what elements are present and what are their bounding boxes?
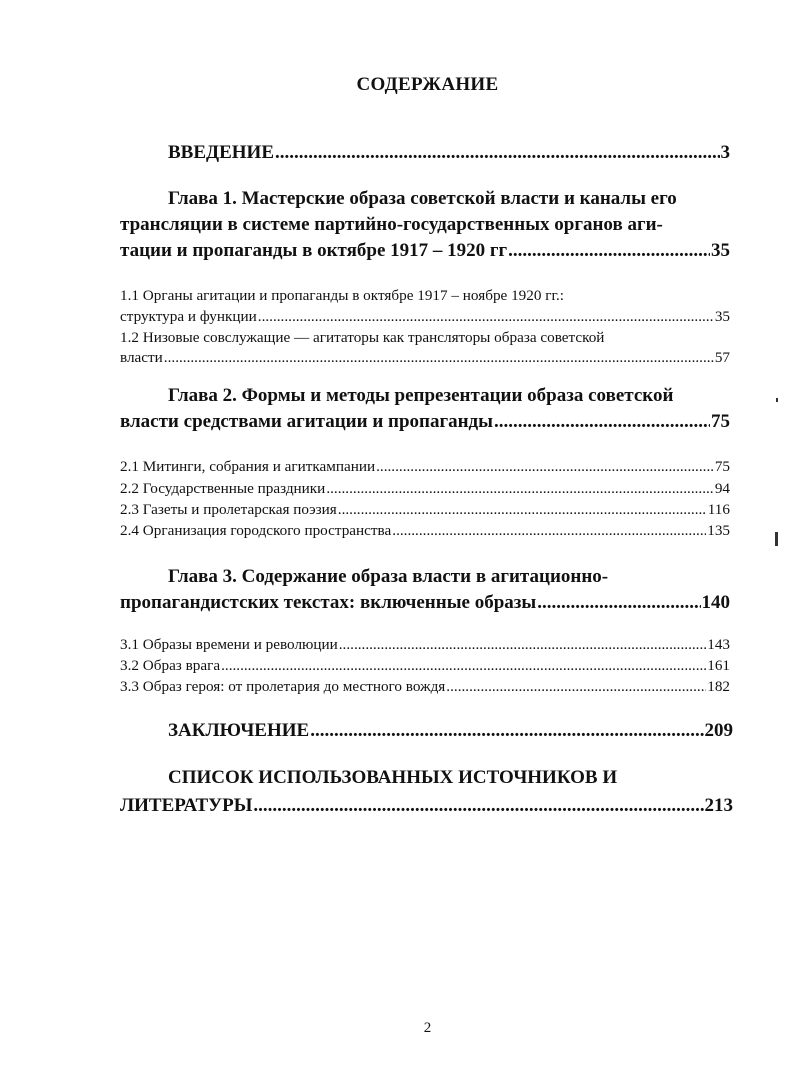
toc-page-number: 75 [711,411,730,432]
page-number: 2 [423,1020,432,1036]
toc-entry-sources[interactable] [120,795,733,817]
toc-entry-label: 2.1 Митинги, собрания и агиткампании [120,458,376,475]
toc-entry-section-3-1[interactable] [120,636,730,654]
toc-page-number: 75 [714,458,730,475]
dot-leader [258,308,714,326]
toc-page-number: 35 [711,240,730,261]
dot-leader [376,458,714,476]
toc-page-number: 3 [720,142,730,163]
dot-leader [392,522,706,540]
toc-entry-chapter-3[interactable] [120,592,730,614]
dot-leader [338,501,707,519]
dot-leader [537,592,700,614]
toc-entry-section-3-3[interactable] [120,678,730,696]
chapter-1-title-line-2: трансляции в системе партийно-государственных органов аги- [120,214,663,235]
dot-leader [508,240,710,262]
toc-entry-label: 3.2 Образ врага [120,657,221,674]
dot-leader [446,678,706,696]
toc-entry-section-3-2[interactable] [120,657,730,675]
toc-entry-label: ВВЕДЕНИЕ [168,142,274,163]
toc-entry-label: 3.3 Образ героя: от пролетария до местного вождя [120,678,446,695]
dot-leader [339,636,706,654]
toc-page-number: 35 [714,308,730,325]
dot-leader [164,349,714,367]
toc-entry-section-1-2[interactable] [120,349,730,367]
toc-entry-label: власти средствами агитации и пропаганды [120,411,494,432]
toc-page-number: 94 [714,480,730,497]
section-1-2-line-1: 1.2 Низовые совслужащие — агитаторы как трансляторы образа советской [120,329,605,346]
toc-page-number: 213 [704,795,733,816]
toc-entry-label: пропагандистских текстах: включенные образы [120,592,537,613]
toc-entry-section-2-2[interactable] [120,480,730,498]
dot-leader [275,142,720,164]
toc-entry-section-1-1[interactable] [120,308,730,326]
toc-page-number: 116 [707,501,730,518]
scan-mark [775,532,778,546]
dot-leader [310,720,703,742]
toc-entry-label: 3.1 Образы времени и революции [120,636,338,653]
toc-page-number: 135 [707,522,730,539]
page-title: СОДЕРЖАНИЕ [356,74,499,95]
toc-entry-label: власти [120,349,163,366]
toc-entry-chapter-2[interactable] [120,411,730,433]
dot-leader [221,657,706,675]
chapter-3-title-line-1: Глава 3. Содержание образа власти в агитационно- [168,566,609,587]
toc-entry-section-2-4[interactable] [120,522,730,540]
toc-entry-introduction[interactable] [168,142,730,164]
toc-entry-label: ЗАКЛЮЧЕНИЕ [168,720,310,741]
toc-page-number: 57 [714,349,730,366]
toc-page-number: 182 [707,678,730,695]
toc-entry-label: ЛИТЕРАТУРЫ [120,795,253,816]
toc-page-number: 140 [701,592,730,613]
toc-entry-conclusion[interactable] [168,720,733,742]
sources-title-line-1: СПИСОК ИСПОЛЬЗОВАННЫХ ИСТОЧНИКОВ И [168,767,618,788]
chapter-2-title-line-1: Глава 2. Формы и методы репрезентации образа советской [168,385,674,406]
chapter-1-title-line-1: Глава 1. Мастерские образа советской власти и каналы его [168,188,677,209]
toc-entry-label: 2.2 Государственные праздники [120,480,326,497]
dot-leader [326,480,714,498]
toc-entry-chapter-1[interactable] [120,240,730,262]
toc-page-number: 143 [707,636,730,653]
toc-page-number: 161 [707,657,730,674]
toc-entry-label: тации и пропаганды в октябре 1917 – 1920 гг [120,240,508,261]
dot-leader [494,411,710,433]
toc-page-number: 209 [704,720,733,741]
toc-entry-section-2-1[interactable] [120,458,730,476]
toc-entry-label: 2.4 Организация городского пространства [120,522,392,539]
toc-entry-section-2-3[interactable] [120,501,730,519]
scan-mark [776,398,778,402]
toc-entry-label: структура и функции [120,308,257,325]
toc-entry-label: 2.3 Газеты и пролетарская поэзия [120,501,337,518]
section-1-1-line-1: 1.1 Органы агитации и пропаганды в октябре 1917 – ноябре 1920 гг.: [120,287,565,304]
dot-leader [253,795,703,817]
